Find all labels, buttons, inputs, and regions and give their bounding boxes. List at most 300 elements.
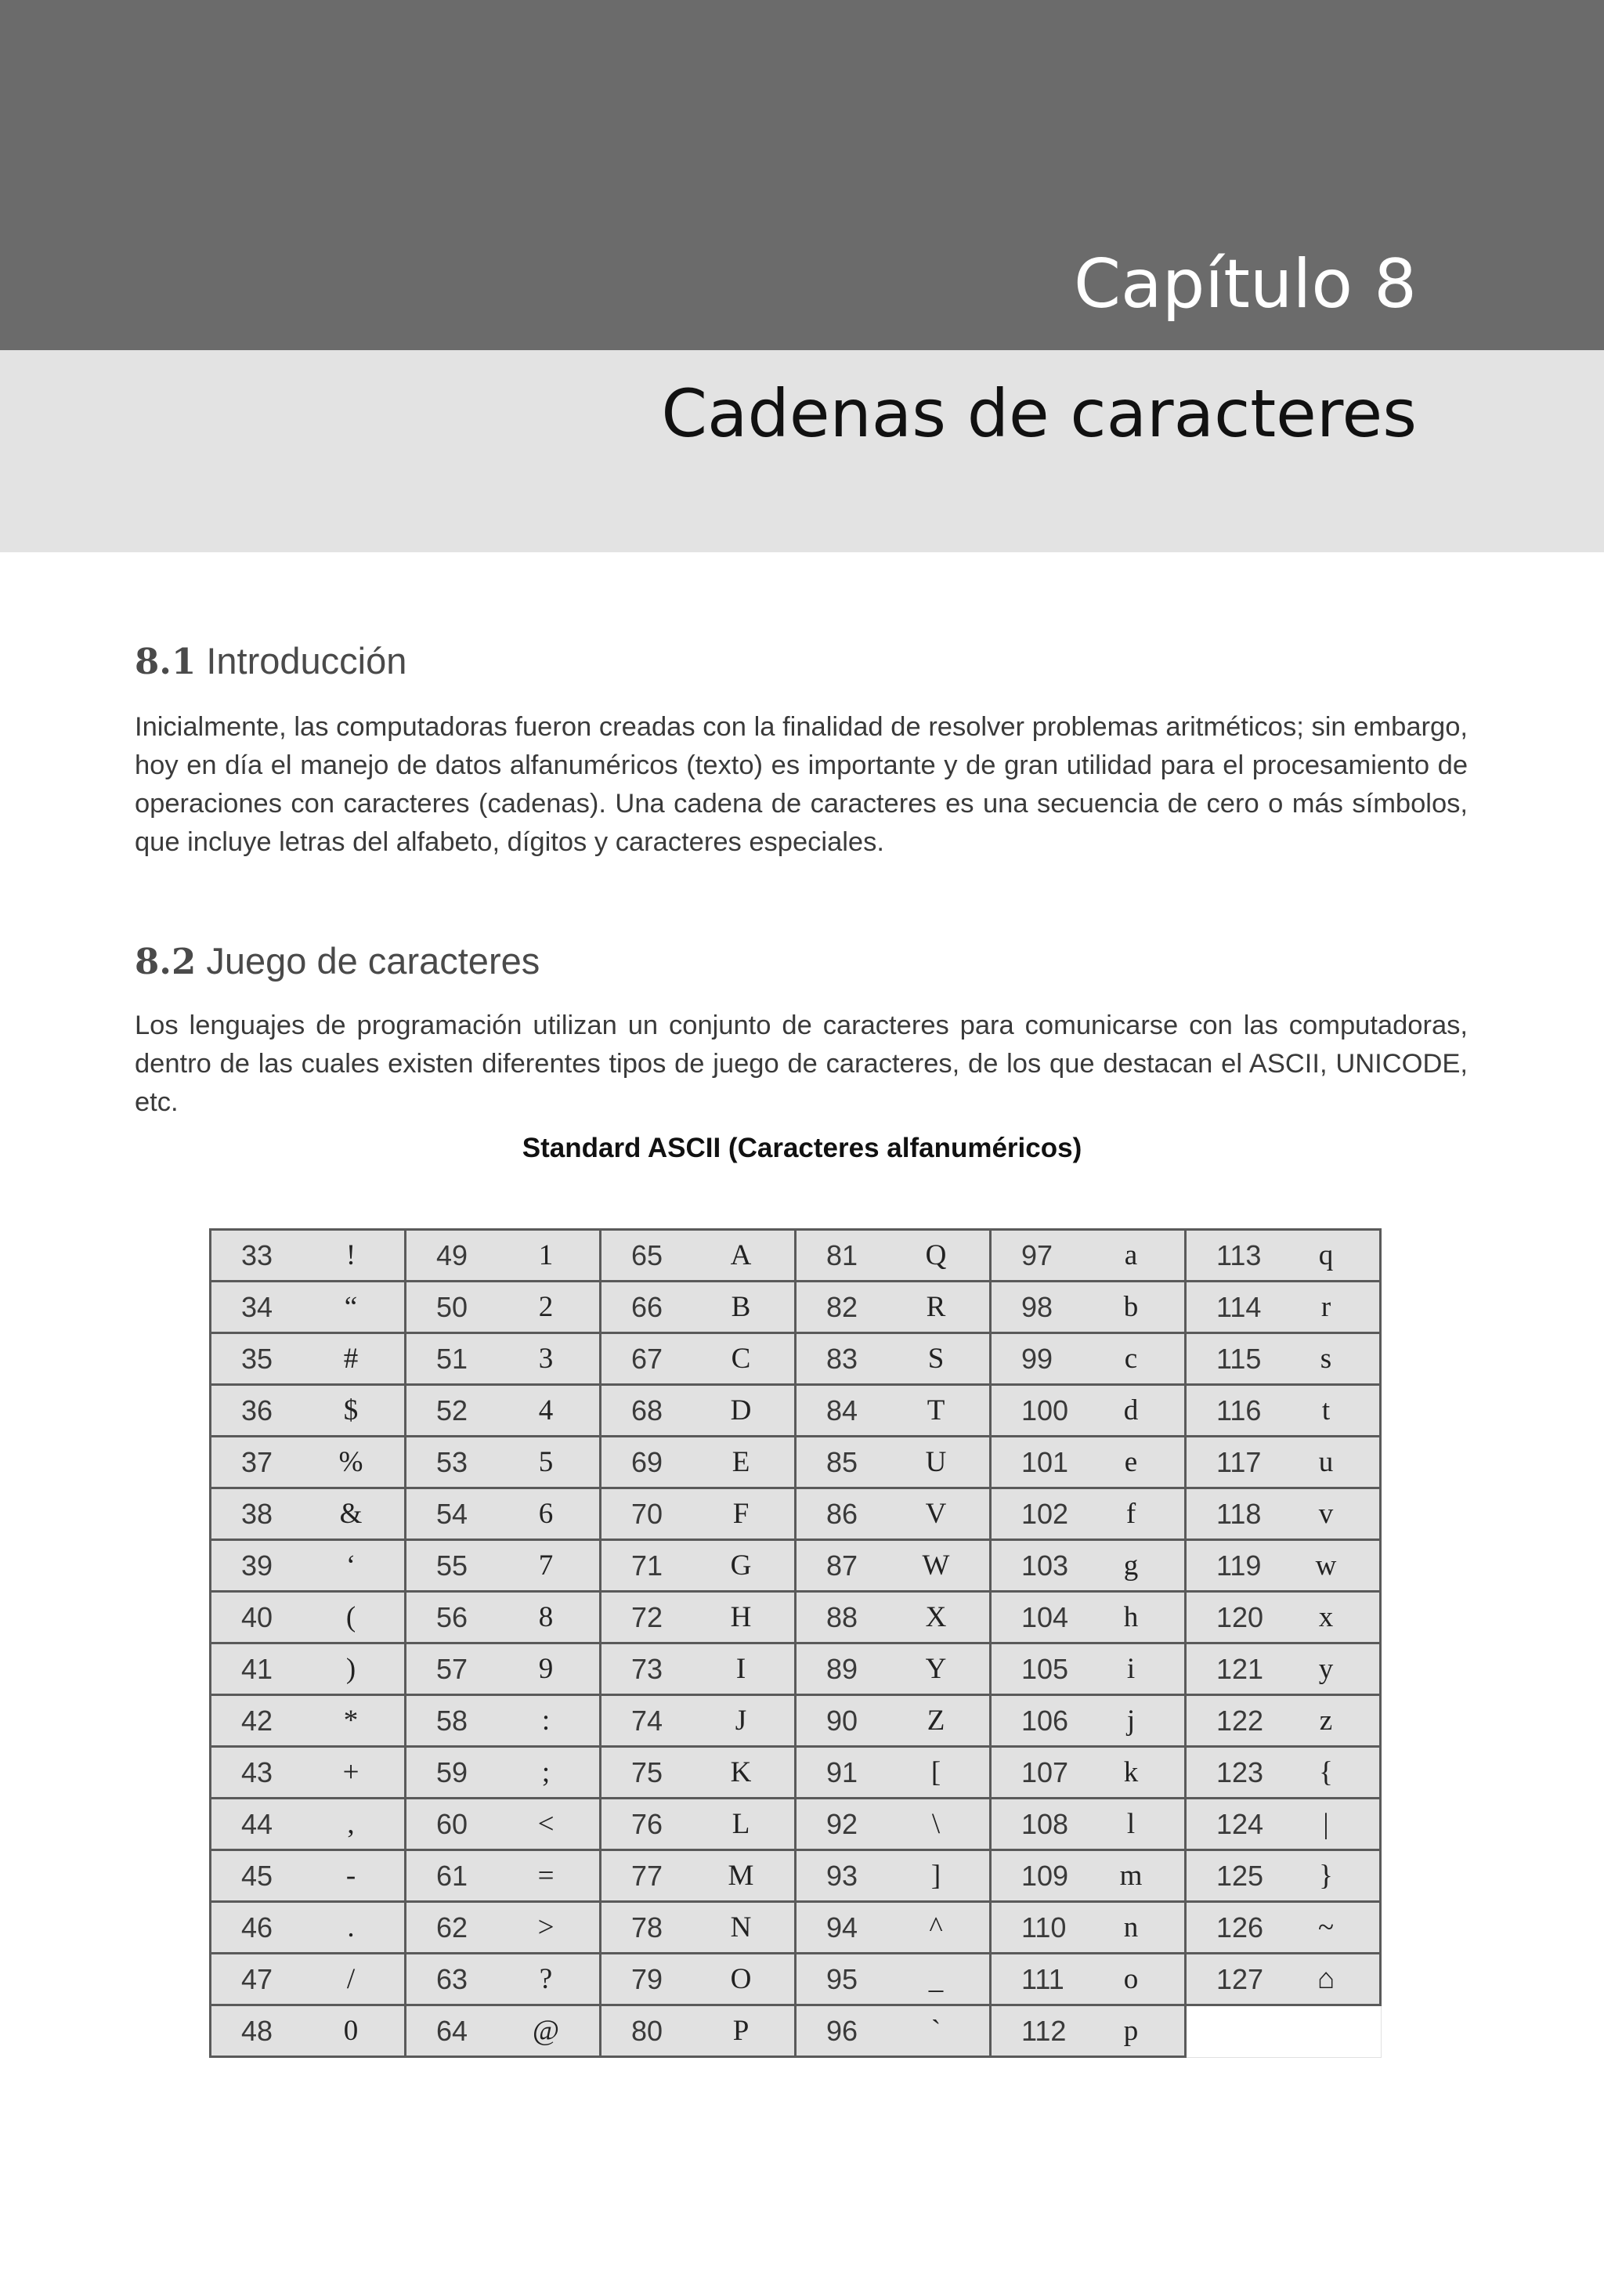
ascii-entry [211, 1541, 404, 1590]
ascii-code: 112 [1021, 2014, 1067, 2047]
ascii-entry [1187, 1437, 1379, 1487]
ascii-cell [1186, 1695, 1381, 1747]
ascii-entry [797, 1851, 989, 1900]
ascii-char: = [537, 1860, 555, 1892]
ascii-code: 62 [436, 1911, 468, 1943]
ascii-cell [796, 1437, 991, 1488]
ascii-entry [797, 1954, 989, 2004]
ascii-char: l [1126, 1808, 1136, 1840]
ascii-entry [602, 1437, 794, 1487]
ascii-entry [406, 1489, 599, 1539]
ascii-cell [211, 1540, 406, 1592]
ascii-cell [406, 1799, 601, 1850]
ascii-cell [601, 1799, 796, 1850]
ascii-char: 1 [538, 1239, 554, 1271]
ascii-entry [602, 1541, 794, 1590]
ascii-cell [991, 1643, 1186, 1695]
ascii-char: m [1119, 1860, 1143, 1892]
ascii-cell [601, 1643, 796, 1695]
ascii-cell [991, 1799, 1186, 1850]
ascii-code: 47 [241, 1962, 273, 1995]
section-body-charsets: Los lenguajes de programación utilizan un conjunto de caracteres para comunicarse con las computadoras, dentro de las cuales existen diferentes tipos de juego de caracteres, de los que destacan el ASCII, UNICODE, etc. [135, 1011, 1468, 1117]
ascii-cell [601, 1230, 796, 1282]
ascii-cell [406, 1747, 601, 1799]
ascii-char: * [343, 1705, 359, 1737]
ascii-char: u [1318, 1446, 1334, 1478]
ascii-cell [991, 1850, 1186, 1902]
ascii-code: 83 [826, 1342, 858, 1375]
ascii-code: 34 [241, 1290, 273, 1323]
ascii-entry [602, 1386, 794, 1435]
ascii-char: C [731, 1343, 751, 1375]
ascii-code: 61 [436, 1859, 468, 1892]
ascii-char: | [1323, 1808, 1329, 1840]
ascii-char: K [730, 1756, 752, 1788]
ascii-entry [211, 1748, 404, 1797]
ascii-entry [211, 2006, 404, 2056]
ascii-char: ] [930, 1860, 941, 1892]
ascii-entry [992, 1489, 1184, 1539]
ascii-entry [1187, 1954, 1379, 2004]
section-body-intro: Inicialmente, las computadoras fueron creadas con la finalidad de resolver problemas aritméticos; sin embargo, hoy en día el manejo de datos alfanuméricos (texto) es importante y de gran utilidad para el procesamiento de operaciones con caracteres (cadenas). Una cadena de caracteres es una secuencia de cero o más símbolos, que incluye letras del alfabeto, dígitos y caracteres especiales. [135, 712, 1468, 857]
ascii-cell [1186, 1850, 1381, 1902]
ascii-cell [601, 1437, 796, 1488]
ascii-entry [1187, 1748, 1379, 1797]
ascii-entry [1187, 1851, 1379, 1900]
ascii-entry [406, 1954, 599, 2004]
ascii-code: 51 [436, 1342, 468, 1375]
ascii-cell [796, 1385, 991, 1437]
ascii-cell [406, 1333, 601, 1385]
ascii-code: 99 [1021, 1342, 1053, 1375]
ascii-cell [991, 1540, 1186, 1592]
ascii-entry [602, 1903, 794, 1952]
ascii-code: 108 [1021, 1807, 1069, 1840]
ascii-cell [406, 1592, 601, 1643]
empty-cell [1186, 2005, 1381, 2057]
ascii-char: f [1125, 1498, 1136, 1530]
ascii-cell [796, 1540, 991, 1592]
ascii-char: ~ [1317, 1911, 1335, 1943]
ascii-code: 38 [241, 1497, 273, 1530]
ascii-cell [796, 1695, 991, 1747]
ascii-cell [406, 1954, 601, 2005]
ascii-cell [991, 1695, 1186, 1747]
ascii-entry [1187, 1903, 1379, 1952]
ascii-char: 6 [538, 1498, 554, 1530]
ascii-code: 39 [241, 1549, 273, 1582]
ascii-entry [1187, 1334, 1379, 1383]
table-row [211, 1695, 1381, 1747]
ascii-cell [601, 1282, 796, 1333]
ascii-char: % [338, 1446, 363, 1478]
ascii-entry [211, 1851, 404, 1900]
ascii-code: 81 [826, 1238, 858, 1271]
ascii-entry [992, 1799, 1184, 1849]
ascii-entry [1187, 1644, 1379, 1694]
ascii-cell [601, 1850, 796, 1902]
ascii-code: 69 [631, 1445, 663, 1478]
ascii-cell [796, 1230, 991, 1282]
ascii-code: 90 [826, 1704, 858, 1737]
ascii-cell [601, 2005, 796, 2057]
ascii-entry [1187, 1489, 1379, 1539]
ascii-char: _ [928, 1963, 944, 1995]
ascii-char: r [1320, 1291, 1331, 1323]
ascii-char: p [1123, 2015, 1139, 2047]
ascii-char: W [922, 1549, 950, 1582]
ascii-char: - [345, 1860, 356, 1892]
table-row [211, 1747, 1381, 1799]
ascii-char: Z [927, 1705, 945, 1737]
ascii-entry [992, 1282, 1184, 1332]
ascii-cell [991, 1902, 1186, 1954]
table-row [211, 2005, 1381, 2057]
ascii-char: L [732, 1808, 750, 1840]
ascii-entry [406, 1282, 599, 1332]
ascii-code: 117 [1216, 1445, 1262, 1478]
ascii-entry [1187, 1231, 1379, 1280]
ascii-entry [211, 1282, 404, 1332]
ascii-char: U [925, 1446, 947, 1478]
ascii-entry [992, 1231, 1184, 1280]
ascii-char: < [537, 1808, 555, 1840]
ascii-char: } [1319, 1860, 1333, 1892]
ascii-code: 114 [1216, 1290, 1262, 1323]
ascii-cell [1186, 1954, 1381, 2005]
ascii-code: 101 [1021, 1445, 1069, 1478]
ascii-char: Q [925, 1239, 947, 1271]
ascii-char: ) [345, 1653, 356, 1685]
ascii-cell [1186, 1902, 1381, 1954]
table-row [211, 1385, 1381, 1437]
section-title: Juego de caracteres [206, 940, 540, 982]
ascii-char: b [1123, 1291, 1139, 1323]
ascii-cell [991, 1437, 1186, 1488]
ascii-char: i [1126, 1653, 1136, 1685]
ascii-code: 42 [241, 1704, 273, 1737]
ascii-table [209, 1228, 1382, 2058]
ascii-cell [406, 1850, 601, 1902]
ascii-char: + [342, 1756, 359, 1788]
ascii-code: 52 [436, 1394, 468, 1426]
ascii-cell [601, 1488, 796, 1540]
ascii-entry [992, 1437, 1184, 1487]
ascii-entry [211, 1489, 404, 1539]
ascii-entry [406, 1334, 599, 1383]
ascii-entry [992, 1903, 1184, 1952]
chapter-label: Capítulo 8 [1073, 245, 1417, 324]
ascii-char: “ [344, 1291, 358, 1323]
ascii-cell [406, 1488, 601, 1540]
ascii-char: N [730, 1911, 752, 1943]
ascii-cell [406, 2005, 601, 2057]
ascii-cell [991, 1747, 1186, 1799]
ascii-cell [991, 1385, 1186, 1437]
ascii-code: 71 [631, 1549, 663, 1582]
ascii-cell [406, 1437, 601, 1488]
ascii-code: 84 [826, 1394, 858, 1426]
ascii-code: 67 [631, 1342, 663, 1375]
ascii-code: 75 [631, 1755, 663, 1788]
ascii-cell [211, 1437, 406, 1488]
ascii-cell [796, 1282, 991, 1333]
ascii-code: 103 [1021, 1549, 1069, 1582]
ascii-char: a [1124, 1239, 1138, 1271]
ascii-entry [406, 1593, 599, 1642]
table-row [211, 1850, 1381, 1902]
ascii-entry [797, 2006, 989, 2056]
ascii-char: P [732, 2015, 750, 2047]
ascii-char: t [1321, 1394, 1331, 1426]
ascii-char: B [731, 1291, 751, 1323]
ascii-entry [797, 1903, 989, 1952]
ascii-entry [992, 2006, 1184, 2056]
ascii-code: 50 [436, 1290, 468, 1323]
ascii-entry [797, 1644, 989, 1694]
ascii-entry [602, 1489, 794, 1539]
ascii-entry [602, 1799, 794, 1849]
ascii-cell [796, 2005, 991, 2057]
ascii-code: 66 [631, 1290, 663, 1323]
ascii-char: g [1123, 1549, 1139, 1582]
ascii-cell [1186, 1540, 1381, 1592]
ascii-code: 95 [826, 1962, 858, 1995]
ascii-cell [1186, 1592, 1381, 1643]
ascii-code: 113 [1216, 1238, 1262, 1271]
ascii-entry [406, 1799, 599, 1849]
ascii-cell [406, 1695, 601, 1747]
ascii-cell [406, 1643, 601, 1695]
ascii-char: : [541, 1705, 551, 1737]
ascii-entry [406, 2006, 599, 2056]
ascii-cell [991, 2005, 1186, 2057]
section-heading-charsets [135, 940, 540, 982]
ascii-char: \ [931, 1808, 941, 1840]
ascii-entry [211, 1954, 404, 2004]
ascii-entry [211, 1903, 404, 1952]
ascii-char: R [926, 1291, 946, 1323]
ascii-code: 73 [631, 1652, 663, 1685]
ascii-code: 41 [241, 1652, 273, 1685]
ascii-char: # [343, 1343, 359, 1375]
ascii-cell [1186, 1643, 1381, 1695]
ascii-char: 7 [538, 1549, 554, 1582]
ascii-code: 55 [436, 1549, 468, 1582]
ascii-cell [991, 1954, 1186, 2005]
table-row [211, 1643, 1381, 1695]
ascii-entry [797, 1334, 989, 1383]
ascii-code: 121 [1216, 1652, 1264, 1685]
ascii-entry [797, 1231, 989, 1280]
ascii-code: 57 [436, 1652, 468, 1685]
table-row [211, 1902, 1381, 1954]
ascii-entry [211, 1696, 404, 1745]
ascii-char: ‘ [345, 1549, 356, 1582]
ascii-char: { [1319, 1756, 1333, 1788]
ascii-entry [406, 1541, 599, 1590]
ascii-cell [1186, 1747, 1381, 1799]
ascii-cell [796, 1902, 991, 1954]
ascii-cell [601, 1592, 796, 1643]
ascii-char: z [1319, 1705, 1333, 1737]
ascii-code: 118 [1216, 1497, 1262, 1530]
ascii-cell [601, 1540, 796, 1592]
ascii-entry [602, 1851, 794, 1900]
ascii-char: > [537, 1911, 555, 1943]
ascii-entry [797, 1541, 989, 1590]
ascii-cell [211, 1282, 406, 1333]
ascii-char: X [925, 1601, 947, 1633]
ascii-code: 120 [1216, 1600, 1264, 1633]
ascii-char: o [1123, 1963, 1139, 1995]
ascii-char: V [925, 1498, 947, 1530]
ascii-entry [602, 1334, 794, 1383]
ascii-entry [406, 1644, 599, 1694]
section-number: 8.1 [135, 641, 197, 682]
ascii-entry [1187, 1282, 1379, 1332]
ascii-cell [796, 1643, 991, 1695]
ascii-code: 127 [1216, 1962, 1264, 1995]
ascii-entry [1187, 1696, 1379, 1745]
table-row [211, 1799, 1381, 1850]
ascii-char: d [1123, 1394, 1139, 1426]
ascii-cell [796, 1592, 991, 1643]
ascii-entry [211, 1231, 404, 1280]
ascii-code: 82 [826, 1290, 858, 1323]
ascii-cell [1186, 1333, 1381, 1385]
ascii-cell [991, 1592, 1186, 1643]
ascii-entry [992, 1851, 1184, 1900]
ascii-code: 78 [631, 1911, 663, 1943]
ascii-char: T [927, 1394, 945, 1426]
ascii-code: 48 [241, 2014, 273, 2047]
ascii-char: 5 [538, 1446, 554, 1478]
ascii-entry [211, 1386, 404, 1435]
ascii-char: ^ [929, 1911, 943, 1943]
ascii-entry [1187, 1541, 1379, 1590]
ascii-cell [991, 1333, 1186, 1385]
ascii-entry [992, 1954, 1184, 2004]
ascii-char: h [1123, 1601, 1139, 1633]
table-row [211, 1592, 1381, 1643]
ascii-entry [406, 1748, 599, 1797]
ascii-cell [211, 2005, 406, 2057]
ascii-char: ? [539, 1963, 553, 1995]
ascii-char: j [1126, 1705, 1136, 1737]
ascii-entry [992, 1386, 1184, 1435]
ascii-code: 56 [436, 1600, 468, 1633]
ascii-char: ` [930, 2015, 941, 2047]
ascii-char: s [1320, 1343, 1332, 1375]
ascii-code: 88 [826, 1600, 858, 1633]
ascii-cell [601, 1333, 796, 1385]
ascii-char: / [346, 1963, 356, 1995]
ascii-cell [1186, 1488, 1381, 1540]
ascii-entry [992, 1696, 1184, 1745]
ascii-entry [797, 1489, 989, 1539]
ascii-code: 105 [1021, 1652, 1069, 1685]
ascii-code: 46 [241, 1911, 273, 1943]
ascii-char: H [730, 1601, 752, 1633]
ascii-char: [ [930, 1756, 941, 1788]
ascii-code: 123 [1216, 1755, 1264, 1788]
section-title: Introducción [206, 640, 407, 682]
ascii-code: 96 [826, 2014, 858, 2047]
ascii-cell [991, 1282, 1186, 1333]
ascii-code: 97 [1021, 1238, 1053, 1271]
ascii-cell [406, 1902, 601, 1954]
ascii-entry [797, 1386, 989, 1435]
ascii-entry [1187, 1386, 1379, 1435]
ascii-code: 44 [241, 1807, 273, 1840]
ascii-code: 45 [241, 1859, 273, 1892]
ascii-cell [796, 1333, 991, 1385]
ascii-char: . [347, 1911, 355, 1943]
ascii-code: 107 [1021, 1755, 1069, 1788]
ascii-char: q [1318, 1239, 1334, 1271]
ascii-code: 124 [1216, 1807, 1264, 1840]
ascii-cell [211, 1385, 406, 1437]
ascii-char: 4 [538, 1394, 554, 1426]
ascii-char: A [730, 1239, 752, 1271]
ascii-cell [601, 1954, 796, 2005]
ascii-entry [211, 1593, 404, 1642]
ascii-char: w [1315, 1549, 1337, 1582]
ascii-entry [602, 1954, 794, 2004]
ascii-char: E [732, 1446, 750, 1478]
ascii-char: , [347, 1808, 355, 1840]
ascii-code: 98 [1021, 1290, 1053, 1323]
table-row [211, 1488, 1381, 1540]
ascii-char: I [735, 1653, 746, 1685]
ascii-code: 53 [436, 1445, 468, 1478]
ascii-code: 126 [1216, 1911, 1264, 1943]
ascii-char: ( [345, 1601, 356, 1633]
ascii-cell [796, 1954, 991, 2005]
ascii-code: 102 [1021, 1497, 1069, 1530]
ascii-cell [1186, 1385, 1381, 1437]
ascii-code: 87 [826, 1549, 858, 1582]
ascii-entry [992, 1644, 1184, 1694]
ascii-entry [211, 1644, 404, 1694]
ascii-char: 9 [538, 1653, 554, 1685]
ascii-cell [211, 1747, 406, 1799]
ascii-cell [796, 1488, 991, 1540]
ascii-char: ; [541, 1756, 551, 1788]
ascii-char: G [730, 1549, 752, 1582]
ascii-code: 110 [1021, 1911, 1067, 1943]
ascii-char: x [1318, 1601, 1334, 1633]
ascii-code: 63 [436, 1962, 468, 1995]
ascii-cell [601, 1695, 796, 1747]
ascii-entry [211, 1334, 404, 1383]
ascii-entry [1187, 1593, 1379, 1642]
ascii-entry [602, 2006, 794, 2056]
table-caption: Standard ASCII (Caracteres alfanuméricos) [522, 1133, 1082, 1163]
ascii-entry [602, 1282, 794, 1332]
ascii-cell [211, 1643, 406, 1695]
ascii-char: k [1123, 1756, 1139, 1788]
ascii-code: 100 [1021, 1394, 1069, 1426]
ascii-entry [797, 1282, 989, 1332]
ascii-char: y [1318, 1653, 1334, 1685]
table-row [211, 1540, 1381, 1592]
ascii-char: 0 [343, 2015, 359, 2047]
ascii-entry [992, 1593, 1184, 1642]
ascii-entry [1187, 1799, 1379, 1849]
ascii-char: 8 [538, 1601, 554, 1633]
